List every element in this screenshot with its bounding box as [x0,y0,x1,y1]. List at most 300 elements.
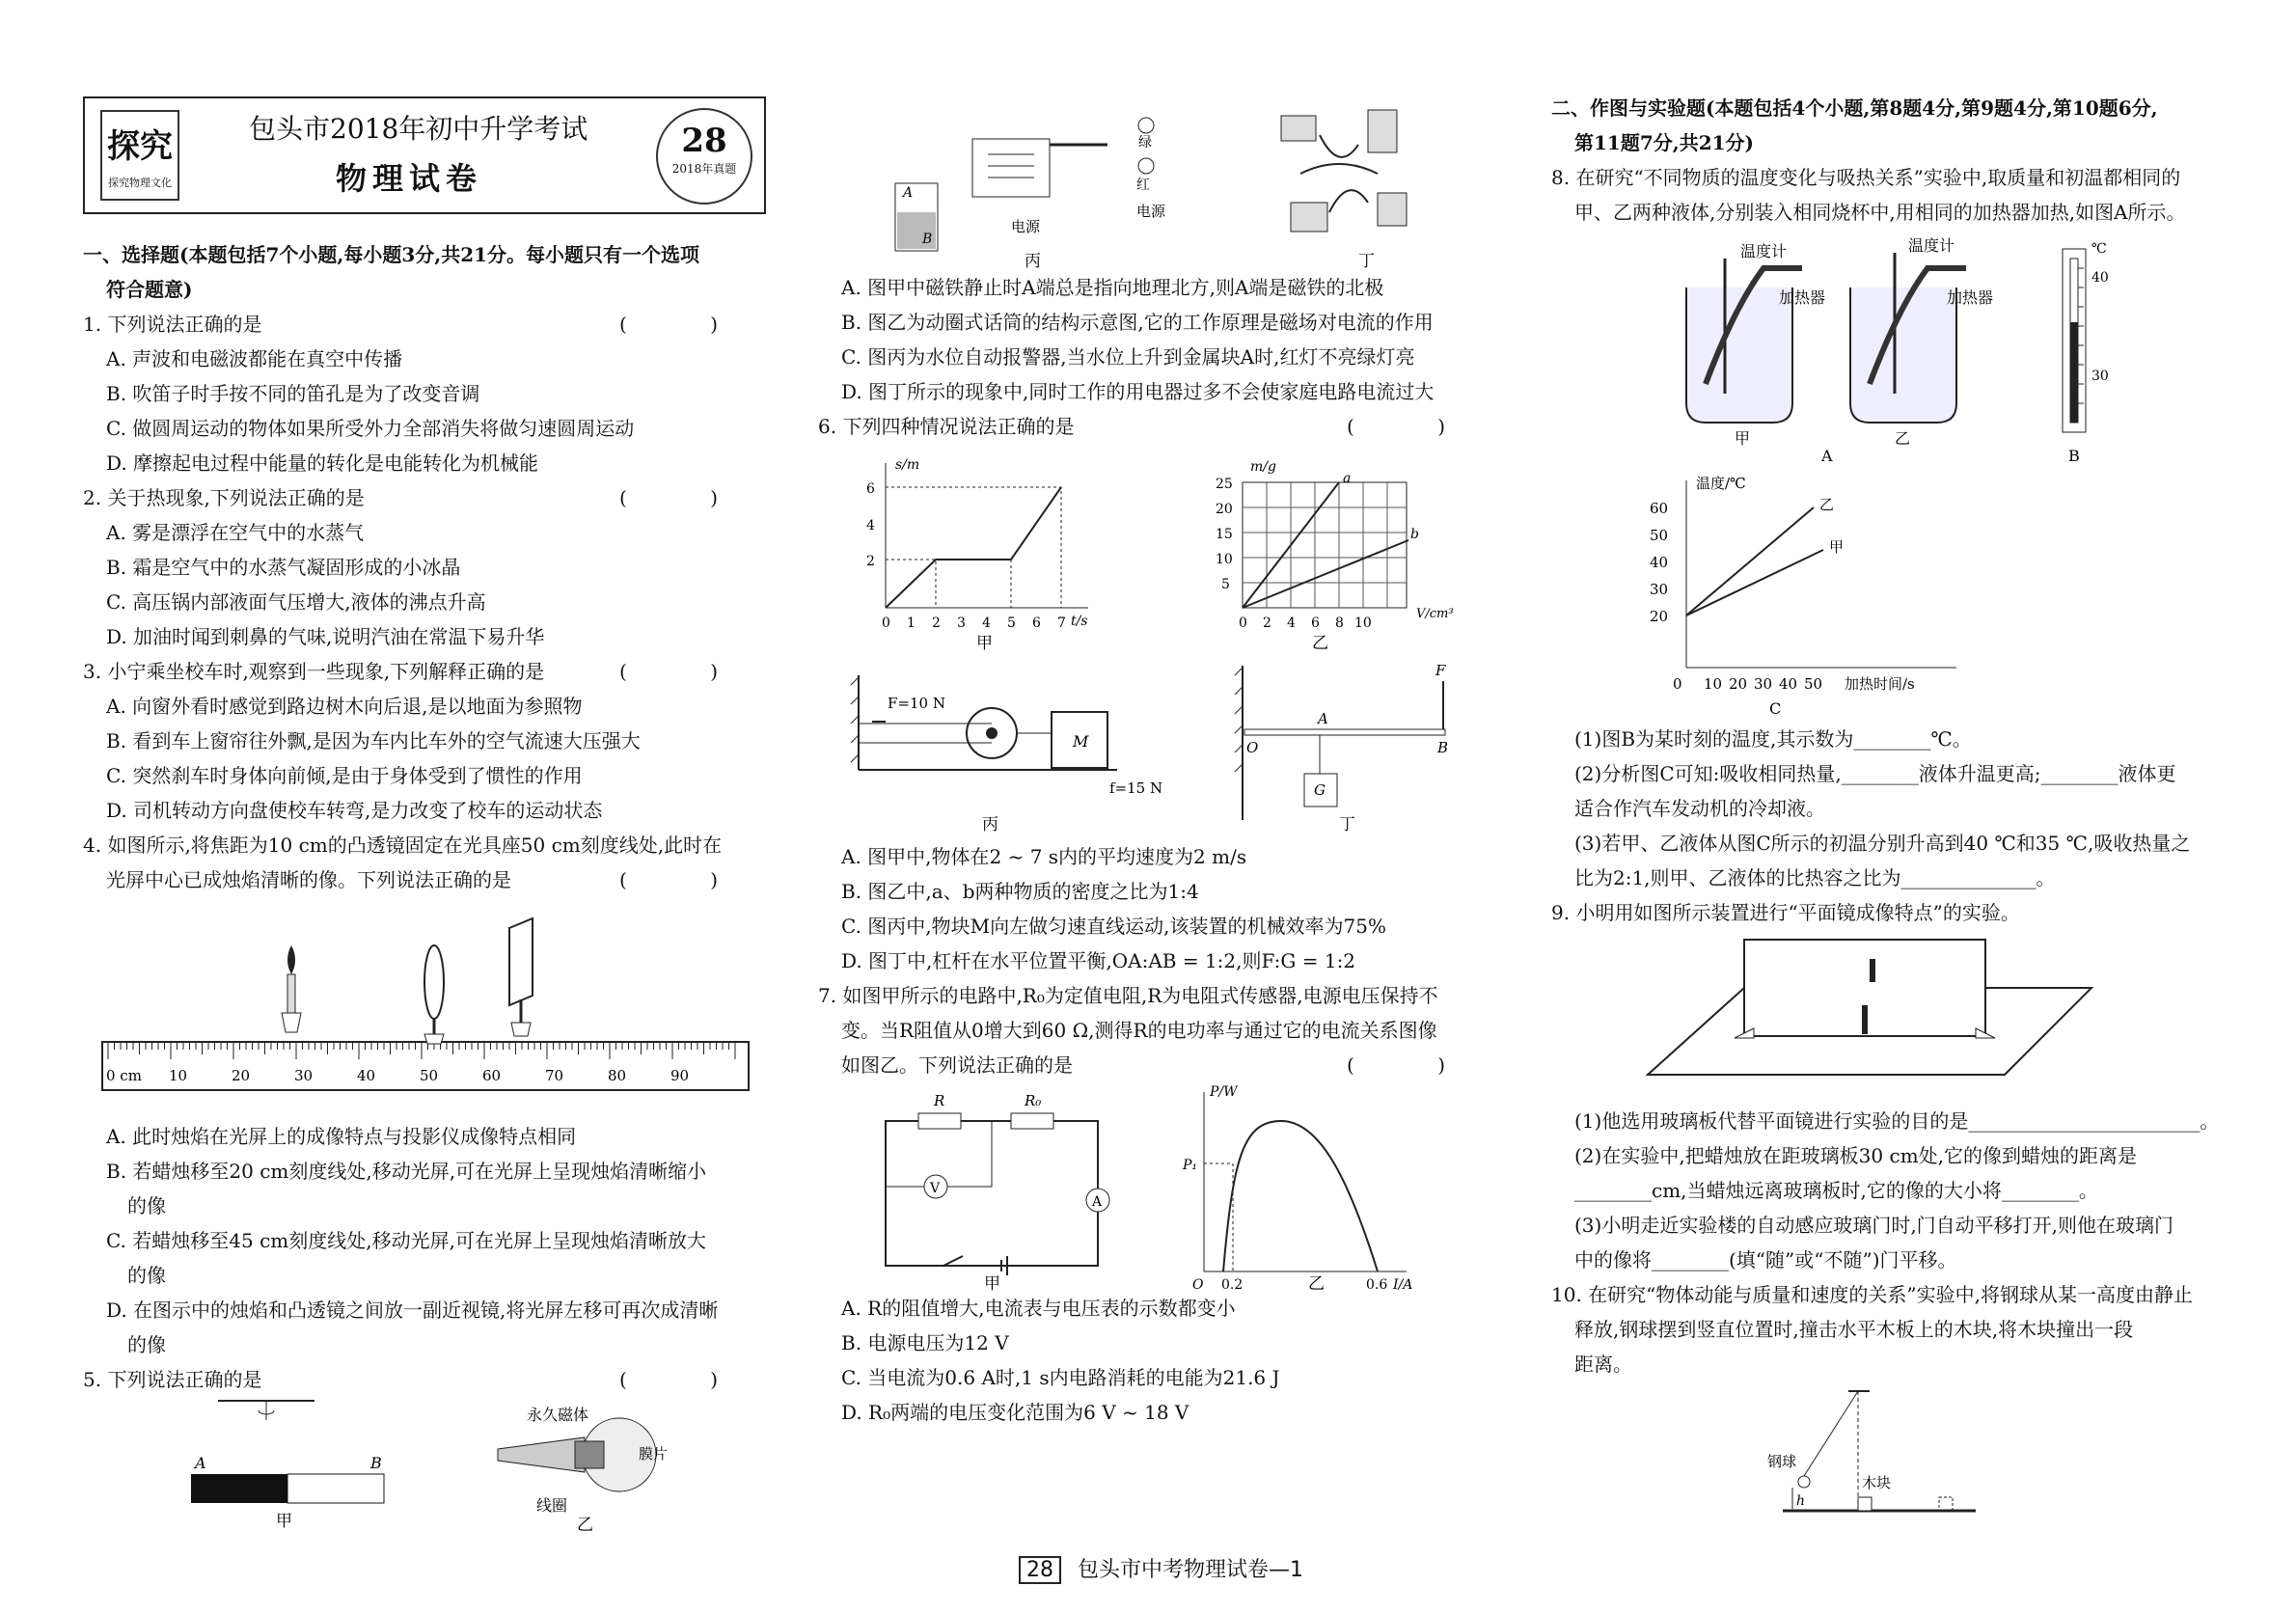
optical-bench-ruler [102,1042,749,1090]
figure-q7 [818,1082,1493,1291]
text-line [83,515,766,550]
lamp-green: 绿 [1138,135,1152,150]
ruler-label: 20 [232,1067,251,1084]
label-steel-ball: 钢球 [1767,1453,1797,1470]
line-text: (3)小明走近实验楼的自动感应玻璃门时,门自动平移打开,则他在玻璃门 [1574,1214,2174,1237]
line-text: (1)他选用玻璃板代替平面镜进行实验的目的是________________________。 [1574,1109,2220,1133]
lever-bar [1244,729,1445,735]
badge-number: 28 [681,122,727,160]
text-line [818,1291,1493,1326]
text-line [83,237,766,272]
line-text: 的像 [127,1333,166,1356]
ruler-label: 30 [294,1067,314,1084]
pi-xlabel: I/A [1393,1277,1413,1291]
pi-x06: 0.6 [1366,1277,1388,1291]
q6-caption-jia: 甲 [976,634,993,653]
q8c-line-jia [1686,550,1823,615]
text-line [818,839,1493,874]
power-label-2: 电源 [1136,203,1166,220]
st-xtick-0: 0 [882,615,890,631]
mv-xtick-10: 10 [1354,615,1372,631]
q8-ab-svg [1551,230,2230,461]
q6-caption-bing: 丙 [982,815,998,834]
answer-bracket[interactable]: ( ) [1347,415,1484,438]
q6-caption-ding: 丁 [1339,815,1355,834]
st-curve [886,487,1061,608]
pi-p1: P₁ [1183,1158,1198,1173]
text-line [1551,1173,2230,1208]
line-text: 第11题7分,共21分) [1574,131,1755,154]
text-line [83,480,766,515]
q5-figure-svg [83,1397,766,1542]
q7-power-current-graph [1182,1084,1412,1291]
line-text: B. 图乙中,a、b两种物质的密度之比为1:4 [841,880,1199,903]
label-coil: 线圈 [536,1496,568,1515]
q8c-xtick-40: 40 [1779,675,1798,693]
text-line [83,1223,766,1258]
text-line [1551,195,2230,230]
text-line [83,758,766,793]
q6-caption-yi: 乙 [1312,634,1328,653]
mv-ytick-25: 25 [1216,477,1233,492]
line-text: C. 图丙中,物块M向左做匀速直线运动,该装置的机械效率为75% [841,915,1386,938]
text-line [818,909,1493,943]
paper-number-badge [656,108,752,205]
alarm-label-a: A [903,185,914,201]
text-line [1551,722,2230,756]
text-line [1551,125,2230,160]
publisher-logo [100,110,179,201]
mv-xtick-2: 2 [1263,615,1271,631]
q8c-label-yi: 乙 [1819,496,1835,513]
q6-figure-svg [818,444,1493,839]
text-line [818,305,1493,340]
text-line [83,376,766,411]
label-membrane: 膜片 [639,1445,669,1463]
magnet-b-end [287,1474,384,1503]
q8c-xtick-0: 0 [1673,675,1682,693]
text-line [818,943,1493,978]
text-line [1551,756,2230,791]
ruler-label: 70 [545,1067,564,1084]
line-text: 甲、乙两种液体,分别装入相同烧杯中,用相同的加热器加热,如图A所示。 [1574,201,2186,224]
col2c-text-block [818,1291,1493,1430]
q6-st-graph [866,457,1088,653]
text-line [1551,861,2230,895]
q7-caption-jia: 甲 [984,1274,1000,1291]
line-text: 释放,钢球摆到竖直位置时,撞击水平木板上的木块,将木块撞出一段 [1574,1318,2134,1341]
exam-title: 包头市2018年初中升学考试 [249,113,588,145]
ruler-label: 90 [670,1067,690,1084]
line-text: (3)若甲、乙液体从图C所示的初温分别升高到40 ℃和35 ℃,吸收热量之 [1574,832,2191,855]
page-number: 28 [1019,1556,1061,1584]
col3a-text-block [1551,91,2230,230]
badge-text: 2018年真题 [671,162,737,176]
text-line [83,619,766,654]
water-level-alarm [895,118,1166,270]
ammeter-a: A [1092,1194,1103,1210]
line-text: 6. 下列四种情况说法正确的是 [818,415,1075,438]
answer-bracket[interactable]: ( ) [619,868,756,891]
answer-bracket[interactable]: ( ) [619,486,756,509]
q8-c-svg [1551,461,2230,722]
st-xtick-3: 3 [957,615,966,631]
line-text: 2. 关于热现象,下列说法正确的是 [83,486,365,509]
line-text: D. 摩擦起电过程中能量的转化是电能转化为机械能 [106,451,539,475]
text-line [83,307,766,342]
text-line [818,340,1493,374]
convex-lens [424,945,444,1044]
text-line [818,874,1493,909]
text-line [83,1362,766,1397]
circuit-r0: R₀ [1025,1092,1042,1109]
text-line [83,724,766,758]
line-text: 变。当R阻值从0增大到60 Ω,测得R的电功率与通过它的电流关系图像 [841,1019,1437,1042]
line-text: D. 在图示中的烛焰和凸透镜之间放一副近视镜,将光屏左移可再次成清晰 [106,1299,719,1322]
pi-ylabel: P/W [1210,1084,1238,1100]
text-line [83,1327,766,1362]
line-text: B. 霜是空气中的水蒸气凝固形成的小冰晶 [106,556,461,579]
figure-c-caption: C [1769,699,1782,718]
line-text: 如图乙。下列说法正确的是 [841,1053,1073,1077]
beaker-jia [1686,242,1825,448]
answer-bracket[interactable]: ( ) [619,1368,756,1391]
text-line [1551,1347,2230,1381]
q6-mv-graph [1216,459,1454,653]
text-line [83,1154,766,1189]
q5-microphone-figure [498,1406,668,1535]
line-text: C. 高压锅内部液面气压增大,液体的沸点升高 [106,590,486,614]
st-xtick-2: 2 [932,615,941,631]
exam-header [83,96,766,214]
text-line [83,1293,766,1327]
column-3 [1551,91,2230,1526]
line-text: 1. 下列说法正确的是 [83,313,262,336]
lever-force-f: F [1435,662,1446,679]
ruler-label: 80 [608,1067,627,1084]
line-text: 3. 小宁乘坐校车时,观察到一些现象,下列解释正确的是 [83,660,545,683]
figure-q10 [1551,1381,2230,1526]
thermo-b-unit: ℃ [2091,241,2107,257]
line-text: C. 做圆周运动的物体如果所受外力全部消失将做匀速圆周运动 [106,417,635,440]
beaker-yi-label: 乙 [1895,429,1911,448]
q8c-ytick-50: 50 [1650,527,1669,544]
line-text: D. R₀两端的电压变化范围为6 V ~ 18 V [841,1401,1189,1424]
st-xtick-4: 4 [982,615,991,631]
wood-block [1858,1497,1872,1511]
q5-caption-jia: 甲 [276,1512,292,1531]
candle-object [1862,1005,1868,1034]
q8c-ytick-20: 20 [1650,608,1669,625]
logo-slogan: 探究物理文化 [108,177,172,189]
st-xlabel: t/s [1071,614,1088,629]
line-text: 符合题意) [106,278,193,301]
mv-xtick-6: 6 [1311,615,1320,631]
optical-bench-svg [83,897,766,1119]
line-text: 5. 下列说法正确的是 [83,1368,262,1391]
line-text: A. 声波和电磁波都能在真空中传播 [106,347,403,370]
text-line [83,654,766,689]
pulley-friction-label: f=15 N [1109,779,1163,797]
q5-caption-bing: 丙 [1025,252,1041,270]
q5-caption-yi: 乙 [577,1516,593,1535]
st-xtick-6: 6 [1032,615,1041,631]
st-ytick-4: 4 [866,518,875,533]
q8c-xtick-10: 10 [1704,675,1723,693]
line-text: A. 图甲中磁铁静止时A端总是指向地理北方,则A端是磁铁的北极 [841,276,1384,299]
text-line [1551,1277,2230,1312]
st-xtick-5: 5 [1007,615,1016,631]
figure-q5-jia-yi [83,1397,766,1542]
line-text: 10. 在研究“物体动能与质量和速度的关系”实验中,将钢球从某一高度由静止 [1551,1283,2193,1306]
q8c-label-jia: 甲 [1829,538,1845,556]
line-text: A. 向窗外看时感觉到路边树木向后退,是以地面为参照物 [106,695,583,718]
figure-q8-c [1551,461,2230,722]
q7-figure-svg [818,1082,1493,1291]
col2a-text-block [818,270,1493,444]
st-xtick-7: 7 [1057,615,1066,631]
text-line [818,1326,1493,1360]
text-line [1551,1104,2230,1138]
q6-lever-figure [1235,662,1448,834]
text-line [83,585,766,619]
col1b-text-block [83,1119,766,1397]
steel-ball [1798,1476,1810,1488]
line-text: 的像 [127,1264,166,1287]
mv-ylabel: m/g [1250,459,1276,475]
q7-circuit [886,1092,1109,1291]
q8c-ytick-40: 40 [1650,554,1669,571]
line-text: B. 图乙为动圈式话筒的结构示意图,它的工作原理是磁场对电流的作用 [841,311,1434,334]
text-line [83,342,766,376]
line-text: 适合作汽车发动机的冷却液。 [1574,797,1825,820]
text-line [1551,1138,2230,1173]
figure-q6 [818,444,1493,839]
circuit-r: R [934,1092,945,1109]
overloaded-socket [1281,110,1407,270]
mv-xtick-8: 8 [1335,615,1344,631]
line-text: A. R的阻值增大,电流表与电压表的示数都变小 [841,1297,1236,1320]
beaker-yi [1850,236,1993,448]
text-line [83,446,766,480]
line-text: 光屏中心已成烛焰清晰的像。下列说法正确的是 [106,868,511,891]
mv-ytick-20: 20 [1216,502,1233,517]
ruler-label: 50 [420,1067,439,1084]
text-line [818,270,1493,305]
mv-ytick-10: 10 [1216,552,1233,567]
lever-point-b: B [1437,739,1449,756]
st-ytick-6: 6 [866,481,875,497]
figure-optical-bench [83,897,766,1119]
thermometer-label-1: 温度计 [1740,242,1788,260]
text-line [83,1258,766,1293]
q5-magnet-figure [191,1401,384,1531]
line-text: B. 吹笛子时手按不同的笛孔是为了改变音调 [106,382,480,405]
text-line [83,272,766,307]
line-text: C. 当电流为0.6 A时,1 s内电路消耗的电能为21.6 J [841,1366,1280,1389]
text-line [83,793,766,828]
line-text: D. 图丁中,杠杆在水平位置平衡,OA:AB = 1:2,则F:G = 1:2 [841,949,1356,972]
thermometer-b [2063,241,2109,461]
text-line [1551,791,2230,826]
line-text: A. 此时烛焰在光屏上的成像特点与投影仪成像特点相同 [106,1125,577,1148]
candle-image [1870,959,1875,982]
mv-xtick-4: 4 [1287,615,1296,631]
q9-svg [1551,930,2230,1104]
line-text: B. 看到车上窗帘往外飘,是因为车内比车外的空气流速大压强大 [106,729,641,752]
q8c-ytick-30: 30 [1650,581,1669,598]
text-line [83,411,766,446]
col3c-text-block [1551,1104,2230,1381]
magnet-label-b: B [370,1454,382,1472]
text-line [818,374,1493,409]
figure-a-caption: A [1821,447,1833,461]
q10-svg [1551,1381,2230,1526]
thermo-b-40: 40 [2091,270,2109,286]
q8c-xtick-50: 50 [1804,675,1823,693]
alarm-label-b: B [922,232,933,247]
line-text: B. 若蜡烛移至20 cm刻度线处,移动光屏,可在光屏上呈现烛焰清晰缩小 [106,1160,707,1183]
q8c-line-yi [1686,507,1814,615]
line-text: C. 图丙为水位自动报警器,当水位上升到金属块A时,红灯不亮绿灯亮 [841,345,1415,369]
pulley-force-label: F=10 N [888,695,945,712]
line-text: (2)在实验中,把蜡烛放在距玻璃板30 cm处,它的像到蜡烛的距离是 [1574,1144,2138,1167]
line-text: 7. 如图甲所示的电路中,R₀为定值电阻,R为电阻式传感器,电源电压保持不 [818,984,1438,1007]
magnet-label-a: A [195,1454,206,1472]
line-text: 一、选择题(本题包括7个小题,每小题3分,共21分。每小题只有一个选项 [83,243,700,266]
line-text: 4. 如图所示,将焦距为10 cm的凸透镜固定在光具座50 cm刻度线处,此时在 [83,834,723,857]
q7-caption-yi: 乙 [1308,1274,1325,1291]
text-line [1551,826,2230,861]
lever-point-o: O [1246,739,1259,756]
figure-b-caption: B [2068,447,2080,461]
answer-bracket[interactable]: ( ) [1347,1053,1484,1077]
pi-origin: O [1192,1277,1204,1291]
footer-text: 包头市中考物理试卷—1 [1078,1558,1303,1582]
mv-series-a-label: a [1343,471,1352,486]
q5-caption-ding: 丁 [1358,252,1375,270]
line-text: 8. 在研究“不同物质的温度变化与吸热关系”实验中,取质量和初温都相同的 [1551,166,2181,189]
q6-pulley-figure [851,675,1162,834]
line-text: C. 突然刹车时身体向前倾,是由于身体受到了惯性的作用 [106,764,583,787]
answer-bracket[interactable]: ( ) [619,313,756,336]
beaker-jia-label: 甲 [1735,429,1751,448]
exam-subtitle: 物理试卷 [336,160,483,197]
line-text: B. 电源电压为12 V [841,1331,1009,1354]
line-text: 中的像将________(填“随”或“不随”)门平移。 [1574,1248,1957,1271]
power-label-1: 电源 [1011,218,1041,235]
line-text: (2)分析图C可知:吸收相同热量,________液体升温更高;________液体更 [1574,762,2176,785]
q5-bing-ding-svg [818,96,1493,270]
col2b-text-block [818,839,1493,1082]
ruler-label: 10 [169,1067,188,1084]
ruler-label: 0 cm [106,1067,142,1084]
pi-x02: 0.2 [1221,1277,1244,1291]
line-text: 距离。 [1574,1353,1632,1376]
q8c-xtick-30: 30 [1754,675,1773,693]
q8c-xlabel: 加热时间/s [1845,675,1915,693]
line-text: A. 雾是漂浮在空气中的水蒸气 [106,521,365,544]
label-wood-block: 木块 [1862,1474,1892,1491]
column-2 [818,96,1493,1430]
text-line [1551,1243,2230,1277]
height-h: h [1796,1493,1806,1509]
text-line [1551,1312,2230,1347]
text-line [83,689,766,724]
line-text: A. 图甲中,物体在2 ~ 7 s内的平均速度为2 m/s [841,845,1247,868]
line-text: (1)图B为某时刻的温度,其示数为________℃。 [1574,727,1972,751]
text-line [818,978,1493,1013]
line-text: 比为2:1,则甲、乙液体的比热容之比为______________。 [1574,866,2056,889]
line-text: 9. 小明用如图所示装置进行“平面镜成像特点”的实验。 [1551,901,2020,924]
logo-text: 探究 [107,127,173,166]
text-line [818,1360,1493,1395]
col3b-text-block [1551,722,2230,930]
text-line [83,862,766,897]
q8c-ytick-60: 60 [1650,500,1669,517]
figure-q8-ab [1551,230,2230,461]
mv-ytick-5: 5 [1221,577,1230,592]
text-line [83,828,766,862]
thermometer-label-2: 温度计 [1908,236,1955,255]
voltmeter-v: V [930,1181,941,1196]
text-line [1551,91,2230,125]
mv-ytick-15: 15 [1216,527,1233,542]
st-xtick-1: 1 [907,615,916,631]
line-text: C. 若蜡烛移至45 cm刻度线处,移动光屏,可在光屏上呈现烛焰清晰放大 [106,1229,706,1252]
heater-label-1: 加热器 [1779,288,1826,307]
answer-bracket[interactable]: ( ) [619,660,756,683]
st-ylabel: s/m [895,457,920,473]
thermo-b-30: 30 [2091,369,2109,384]
page-footer [1019,1553,1303,1583]
ruler-label: 40 [357,1067,376,1084]
candle [282,945,301,1032]
q8c-ylabel: 温度/℃ [1696,475,1746,492]
st-ytick-2: 2 [866,554,875,569]
lamp-red: 红 [1136,178,1150,193]
pi-curve [1223,1121,1378,1271]
mv-xtick-0: 0 [1239,615,1247,631]
text-line [83,550,766,585]
text-line [818,1048,1493,1082]
lever-point-a: A [1318,710,1328,727]
text-line [818,409,1493,444]
q8c-xtick-20: 20 [1729,675,1748,693]
magnet-a-end [191,1474,287,1503]
line-text: 二、作图与实验题(本题包括4个小题,第8题4分,第9题4分,第10题6分, [1551,96,2158,120]
ruler-label: 60 [482,1067,502,1084]
text-line [818,1013,1493,1048]
line-text: 的像 [127,1194,166,1217]
text-line [1551,160,2230,195]
line-text: D. 加油时闻到刺鼻的气味,说明汽油在常温下易升华 [106,625,545,648]
text-line [1551,895,2230,930]
figure-q9-plane-mirror [1551,930,2230,1104]
mv-series-b-label: b [1410,527,1419,542]
figure-q5-bing-ding [818,96,1493,270]
line-text: D. 司机转动方向盘使校车转弯,是力改变了校车的运动状态 [106,799,603,822]
heater-label-2: 加热器 [1947,288,1994,307]
line-text: ________cm,当蜡烛远离玻璃板时,它的像的大小将________。 [1574,1179,2098,1202]
label-permanent-magnet: 永久磁体 [527,1406,589,1424]
text-line [1551,1208,2230,1243]
text-line [818,1395,1493,1430]
light-screen [509,918,533,1036]
line-text: D. 图丁所示的现象中,同时工作的用电器过多不会使家庭电路电流过大 [841,380,1435,403]
column-1 [83,237,766,1542]
weight-g-label: G [1314,781,1326,799]
